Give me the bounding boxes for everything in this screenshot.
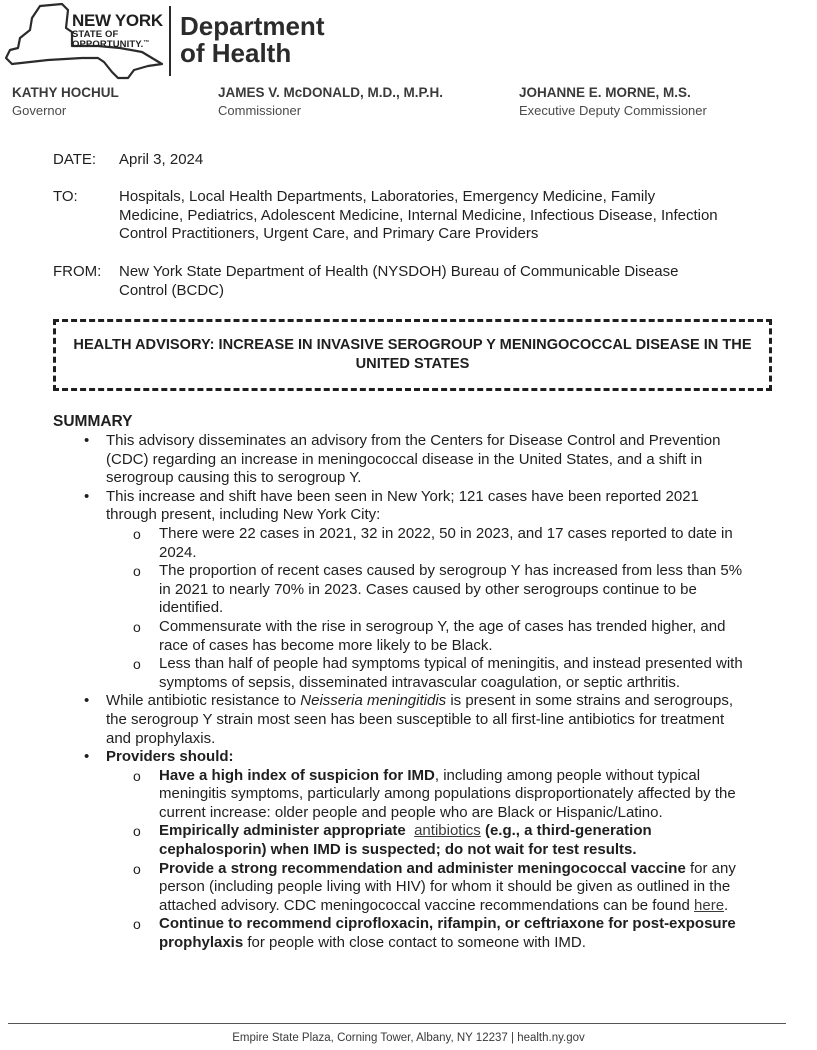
sub-bullet-marker: o bbox=[133, 860, 141, 877]
footer-address: Empire State Plaza, Corning Tower, Albany, NY 12237 bbox=[232, 1032, 508, 1044]
list-item bbox=[53, 692, 753, 748]
official-name: JOHANNE E. MORNE, M.S. bbox=[519, 85, 691, 100]
from-value: New York State Department of Health (NYSDOH) Bureau of Communicable Disease Control (BCDC) bbox=[119, 263, 679, 299]
sub-bullet-text: Provide a strong recommendation and administer meningococcal vaccine for any person (including people living with HIV) for whom it should be given as outlined in the attached advisory. CDC meningococcal vaccine recommendations can be found here. bbox=[159, 859, 736, 914]
footer-separator: | bbox=[510, 1032, 514, 1044]
official-name: JAMES V. McDONALD, M.D., M.P.H. bbox=[218, 85, 444, 100]
sub-list-item bbox=[53, 860, 753, 916]
sub-list-item bbox=[53, 655, 753, 692]
department-name bbox=[180, 13, 324, 67]
trademark-symbol: ™ bbox=[143, 39, 150, 46]
sub-bullet-marker: o bbox=[133, 563, 141, 580]
bullet-marker: • bbox=[84, 432, 90, 449]
sub-list-item bbox=[53, 822, 753, 859]
from-label: FROM: bbox=[53, 263, 102, 280]
official-title: Commissioner bbox=[218, 103, 302, 118]
bullet-marker: • bbox=[84, 748, 90, 766]
list-item bbox=[53, 488, 753, 525]
bullet-marker: • bbox=[84, 487, 90, 505]
official-governor bbox=[12, 84, 119, 120]
advisory-title: HEALTH ADVISORY: INCREASE IN INVASIVE SEROGROUP Y MENINGOCOCCAL DISEASE IN THE UNITED STATES bbox=[73, 337, 752, 372]
sub-bullet-marker: o bbox=[133, 656, 141, 673]
sub-bullet-text: Commensurate with the rise in serogroup Y, the age of cases has trended higher, and race of cases has become more likely to be Black. bbox=[159, 617, 726, 654]
antibiotics-link[interactable]: antibiotics bbox=[414, 822, 481, 840]
sub-list-item bbox=[53, 562, 753, 618]
to-label: TO: bbox=[53, 188, 78, 205]
footer bbox=[0, 1032, 817, 1044]
summary-list bbox=[53, 432, 753, 953]
bullet-text: Providers should: bbox=[106, 748, 234, 766]
memo-date bbox=[53, 151, 753, 170]
official-deputy-commissioner bbox=[519, 84, 707, 120]
sub-bullet-text: Empirically administer appropriate antibiotics (e.g., a third-generation cephalosporin) when IMD is suspected; do not wait for test results. bbox=[159, 822, 652, 859]
sub-list-item bbox=[53, 915, 753, 952]
list-item bbox=[53, 748, 753, 767]
bullet-text: While antibiotic resistance to Neisseria meningitidis is present in some strains and serogroups, the serogroup Y strain most seen has been susceptible to all first-line antibiotics for treatment and prophylaxis. bbox=[106, 692, 733, 747]
state-tagline-2: OPPORTUNITY.™ bbox=[72, 38, 150, 50]
sub-bullet-marker: o bbox=[133, 916, 141, 933]
sub-list-item bbox=[53, 525, 753, 562]
date-label: DATE: bbox=[53, 151, 97, 168]
sub-bullet-text: The proportion of recent cases caused by serogroup Y has increased from less than 5% in 2021 to nearly 70% in 2023. Cases caused by other serogroups continue to be identified. bbox=[159, 562, 743, 617]
date-value: April 3, 2024 bbox=[119, 151, 204, 168]
memo-to bbox=[53, 188, 753, 244]
official-name: KATHY HOCHUL bbox=[12, 85, 119, 100]
sub-list-item bbox=[53, 767, 753, 823]
state-wordmark bbox=[72, 12, 163, 49]
state-name: NEW YORK bbox=[72, 11, 163, 30]
footer-website: health.ny.gov bbox=[517, 1032, 585, 1044]
sub-bullet-marker: o bbox=[133, 618, 141, 635]
sub-bullet-text: Less than half of people had symptoms typical of meningitis, and instead presented with symptoms of sepsis, disseminated intravascular coagulation, or septic arthritis. bbox=[159, 655, 743, 691]
sub-bullet-marker: o bbox=[133, 525, 141, 542]
official-title: Governor bbox=[12, 103, 67, 118]
memo-from bbox=[53, 263, 753, 300]
vaccine-recommendations-link[interactable]: here bbox=[694, 896, 725, 914]
to-value: Hospitals, Local Health Departments, Laboratories, Emergency Medicine, Family Medicine, Pediatrics, Adolescent Medicine, Internal Medicine, Infectious Disease, Infection Control Practitioners, Urgent Care, and Primary Care Providers bbox=[119, 188, 718, 242]
bullet-text: This increase and shift have been seen in New York; 121 cases have been reported 2021 through present, including New York City: bbox=[106, 487, 699, 524]
department-line-1: Department bbox=[180, 11, 325, 41]
advisory-title-box bbox=[53, 319, 772, 391]
footer-divider bbox=[8, 1023, 786, 1024]
bullet-text: This advisory disseminates an advisory from the Centers for Disease Control and Prevention (CDC) regarding an increase in meningococcal disease in the United States, and a shift in serogroup causing this to serogroup Y. bbox=[106, 432, 721, 487]
sub-bullet-text: There were 22 cases in 2021, 32 in 2022, 50 in 2023, and 17 cases reported to date in 2024. bbox=[159, 524, 733, 561]
sub-list-item bbox=[53, 618, 753, 655]
sub-bullet-marker: o bbox=[133, 823, 141, 840]
department-line-2: of Health bbox=[180, 38, 292, 68]
official-commissioner bbox=[218, 84, 443, 120]
state-tagline-1: STATE OF bbox=[72, 29, 119, 40]
summary-heading: SUMMARY bbox=[53, 413, 133, 430]
bullet-marker: • bbox=[84, 692, 90, 710]
sub-bullet-text: Have a high index of suspicion for IMD, including among people without typical meningitis symptoms, particularly among populations disproportionately affected by the current increase: older people and people who are Black or Hispanic/Latino. bbox=[159, 766, 736, 821]
official-title: Executive Deputy Commissioner bbox=[519, 103, 707, 118]
sub-bullet-marker: o bbox=[133, 767, 141, 784]
logo-divider bbox=[169, 6, 171, 76]
list-item bbox=[53, 432, 753, 488]
sub-bullet-text: Continue to recommend ciprofloxacin, rifampin, or ceftriaxone for post-exposure prophylaxis for people with close contact to someone with IMD. bbox=[159, 915, 736, 952]
organism-name: Neisseria meningitidis bbox=[300, 692, 447, 710]
